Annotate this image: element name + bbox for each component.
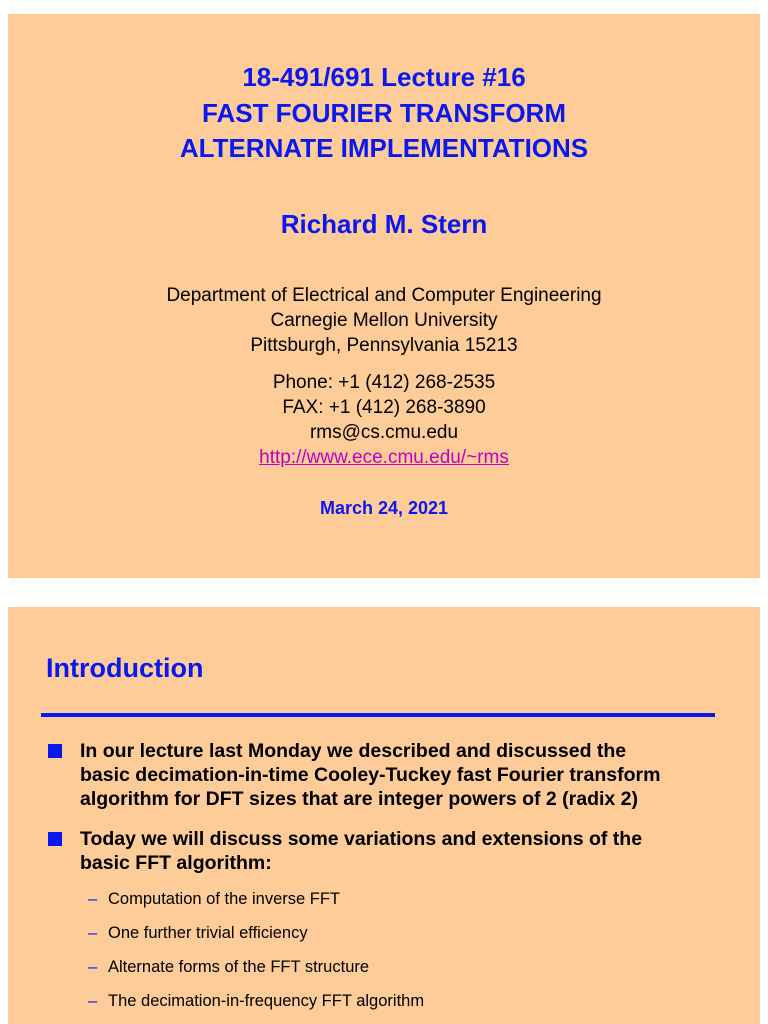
dash-bullet-icon: –: [88, 958, 98, 976]
bullet-text-line: In our lecture last Monday we described and discussed the: [80, 740, 627, 762]
dash-bullet-icon: –: [88, 890, 98, 908]
lecture-number: 18-491/691 Lecture #16: [242, 62, 526, 92]
bullet-text-line: basic FFT algorithm:: [80, 852, 272, 874]
sub-item-text: One further trivial efficiency: [108, 924, 308, 942]
lecture-date: March 24, 2021: [319, 498, 449, 518]
lecture-title: FAST FOURIER TRANSFORM: [202, 98, 566, 128]
author-name: Richard M. Stern: [280, 209, 488, 239]
bullet-text-line: algorithm for DFT sizes that are integer powers of 2 (radix 2): [80, 788, 639, 810]
homepage-link[interactable]: http://www.ece.cmu.edu/~rms: [259, 447, 509, 468]
square-bullet-icon: [48, 744, 62, 758]
sub-item-text: Computation of the inverse FFT: [108, 890, 341, 908]
homepage-line: [8, 446, 760, 470]
slide-title: Introduction: [46, 653, 204, 683]
sub-item: [88, 957, 688, 977]
bullet-text-line: basic decimation-in-time Cooley-Tuckey fast Fourier transform: [80, 764, 661, 786]
sub-item: [88, 923, 688, 943]
dash-bullet-icon: –: [88, 924, 98, 942]
dash-bullet-icon: –: [88, 992, 98, 1010]
title-divider: [41, 713, 715, 717]
address: Pittsburgh, Pennsylvania 15213: [250, 335, 518, 356]
fax: FAX: +1 (412) 268-3890: [282, 397, 486, 418]
title-slide: [8, 14, 760, 578]
square-bullet-icon: [48, 832, 62, 846]
email[interactable]: rms@cs.cmu.edu: [309, 422, 459, 443]
sub-item-text: The decimation-in-frequency FFT algorithm: [108, 992, 425, 1010]
sub-item-text: Alternate forms of the FFT structure: [108, 958, 370, 976]
introduction-slide: [8, 607, 760, 1024]
sub-item: [88, 889, 688, 909]
bullet-text-line: Today we will discuss some variations and extensions of the: [80, 828, 643, 850]
sub-item: [88, 991, 688, 1011]
university: Carnegie Mellon University: [270, 310, 498, 331]
lecture-subtitle: ALTERNATE IMPLEMENTATIONS: [179, 133, 589, 163]
phone: Phone: +1 (412) 268-2535: [272, 372, 496, 393]
department: Department of Electrical and Computer Engineering: [166, 285, 602, 306]
